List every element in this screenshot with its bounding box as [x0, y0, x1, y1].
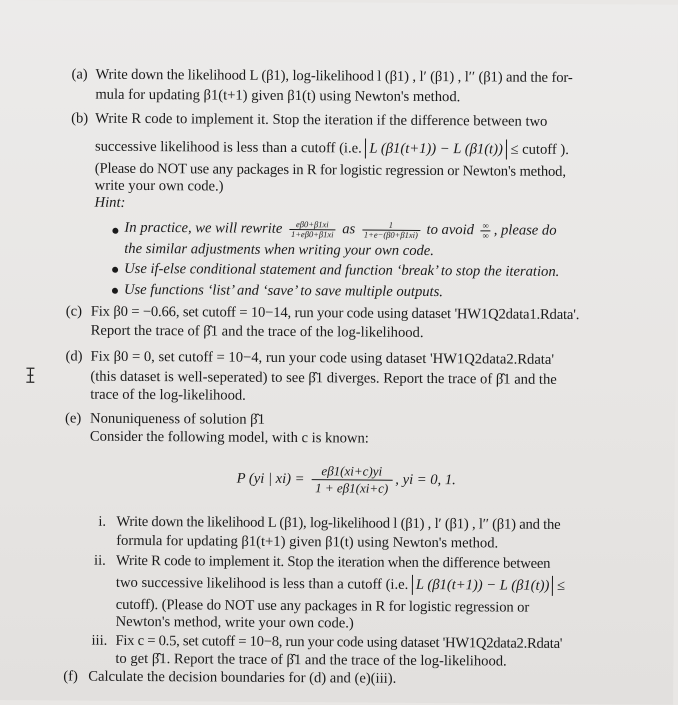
model-fraction: [311, 463, 392, 497]
bullet-3-icon: [112, 288, 118, 294]
logistic-fraction: [289, 220, 336, 239]
part-d-label: (d): [65, 348, 83, 365]
part-d-line2: (this dataset is well-seperated) to see β̂1 diverges. Report the trace of β̂1 and the: [90, 368, 557, 388]
bullet1-mid: to avoid: [426, 221, 475, 239]
frac3-den: ∞: [482, 230, 489, 241]
model-den: 1 + eβ1(xi+c): [315, 480, 389, 496]
part-b-line4: write your own code.): [94, 177, 224, 195]
part-c-line1: Fix β0 = −0.66, set cutoff = 10−14, run your code using dataset 'HW1Q2data1.Rdata'.: [90, 303, 580, 324]
bullet-2-icon: [112, 267, 118, 273]
part-b-line2-post: ≤ cutoff ).: [510, 141, 569, 158]
part-c-label: (c): [65, 303, 83, 320]
part-b-line1: Write R code to implement it. Stop the iteration if the difference between two: [95, 110, 548, 130]
frac1-den: 1+eβ0+β1xi: [290, 229, 334, 240]
frac3-num: ∞: [481, 221, 491, 231]
part-a-line2: mula for updating β1(t+1) given β1(t) using Newton's method.: [95, 86, 461, 106]
model-rhs: , yi = 0, 1.: [395, 471, 456, 489]
part-e-i-line2: formula for updating β1(t+1) given β1(t) using Newton's method.: [116, 532, 499, 552]
infinity-fraction: [481, 221, 491, 240]
part-e-ii-line4: Newton's method, write your own code.): [115, 613, 354, 632]
part-e-iii-line2: to get β̂1. Report the trace of β̂1 and the trace of the log-likelihood.: [115, 650, 507, 670]
part-e-line1: Nonuniqueness of solution β̂1: [90, 410, 265, 428]
part-e-ii-label: ii.: [94, 552, 106, 569]
part-f-label: (f): [63, 668, 78, 685]
bullet-1-icon: [112, 228, 118, 234]
part-c-line2: Report the trace of β̂1 and the trace of the log-likelihood.: [90, 322, 424, 341]
hint-heading: Hint:: [94, 194, 126, 211]
part-e-line2: Consider the following model, with c is known:: [89, 428, 369, 447]
likelihood-difference-expr: L (β1(t+1)) − L (β1(t)): [365, 139, 507, 160]
hint-bullet-2: Use if-else conditional statement and function ‘break’ to stop the iteration.: [124, 260, 560, 280]
frac2-den: 1+e−(β0+β1xi): [363, 229, 418, 240]
part-e-iii-label: iii.: [91, 632, 108, 649]
bullet1-as: as: [342, 221, 356, 238]
part-a-label: (a): [71, 66, 88, 83]
part-e-ii-line3: cutoff). (Please do NOT use any packages in R for logistic regression or: [115, 596, 530, 616]
model-lhs: P (yi | xi) =: [236, 470, 305, 488]
part-e-iii-line1: Fix c = 0.5, set cutoff = 10−8, run your code using dataset 'HW1Q2data2.Rdata': [115, 632, 563, 652]
frac1-num: eβ0+β1xi: [289, 220, 336, 230]
part-f-line1: Calculate the decision boundaries for (d) and (e)(iii).: [88, 668, 397, 687]
part-e-ii-line2: [116, 573, 565, 596]
hint-bullet-1-cont: the similar adjustments when writing your own code.: [124, 240, 435, 260]
ii-likelihood-difference-expr: L (β1(t+1)) − L (β1(t)): [412, 575, 554, 596]
part-d-line1: Fix β0 = 0, set cutoff = 10−4, run your code using dataset 'HW1Q2data2.Rdata': [90, 348, 555, 368]
part-a-line1: Write down the likelihood L (β1), log-likelihood l (β1) , l′ (β1) , l′′ (β1) and the for-: [95, 66, 573, 86]
part-e-i-label: i.: [98, 513, 107, 530]
rewritten-fraction: [362, 221, 420, 240]
part-e-ii-line1: Write R code to implement it. Stop the iteration when the difference between: [116, 552, 551, 572]
part-b-label: (b): [71, 110, 89, 127]
part-b-line2-pre: successive likelihood is less than a cutoff (i.e.: [94, 138, 362, 157]
model-num: eβ1(xi+c)yi: [311, 463, 392, 481]
part-e-label: (e): [65, 410, 82, 427]
part-b-line2: [95, 137, 569, 160]
bullet1-post: , please do: [493, 222, 557, 239]
frac2-num: 1: [362, 221, 420, 231]
text-cursor-icon: [25, 367, 35, 383]
part-e-i-line1: Write down the likelihood L (β1), log-likelihood l (β1) , l′ (β1) , l′′ (β1) and the: [116, 513, 561, 533]
part-d-line3: trace of the log-likelihood.: [90, 386, 246, 404]
bullet1-pre: In practice, we will rewrite: [124, 219, 283, 237]
hint-bullet-1: [124, 219, 556, 241]
hint-bullet-3: Use functions ‘list’ and ‘save’ to save multiple outputs.: [123, 281, 444, 301]
ii-line2-pre: two successive likelihood is less than a cutoff (i.e.: [115, 574, 409, 593]
model-equation: [237, 462, 456, 498]
part-b-line3: (Please do NOT use any packages in R for logistic regression or Newton's method,: [94, 160, 566, 180]
ii-line2-post: ≤: [556, 577, 566, 594]
